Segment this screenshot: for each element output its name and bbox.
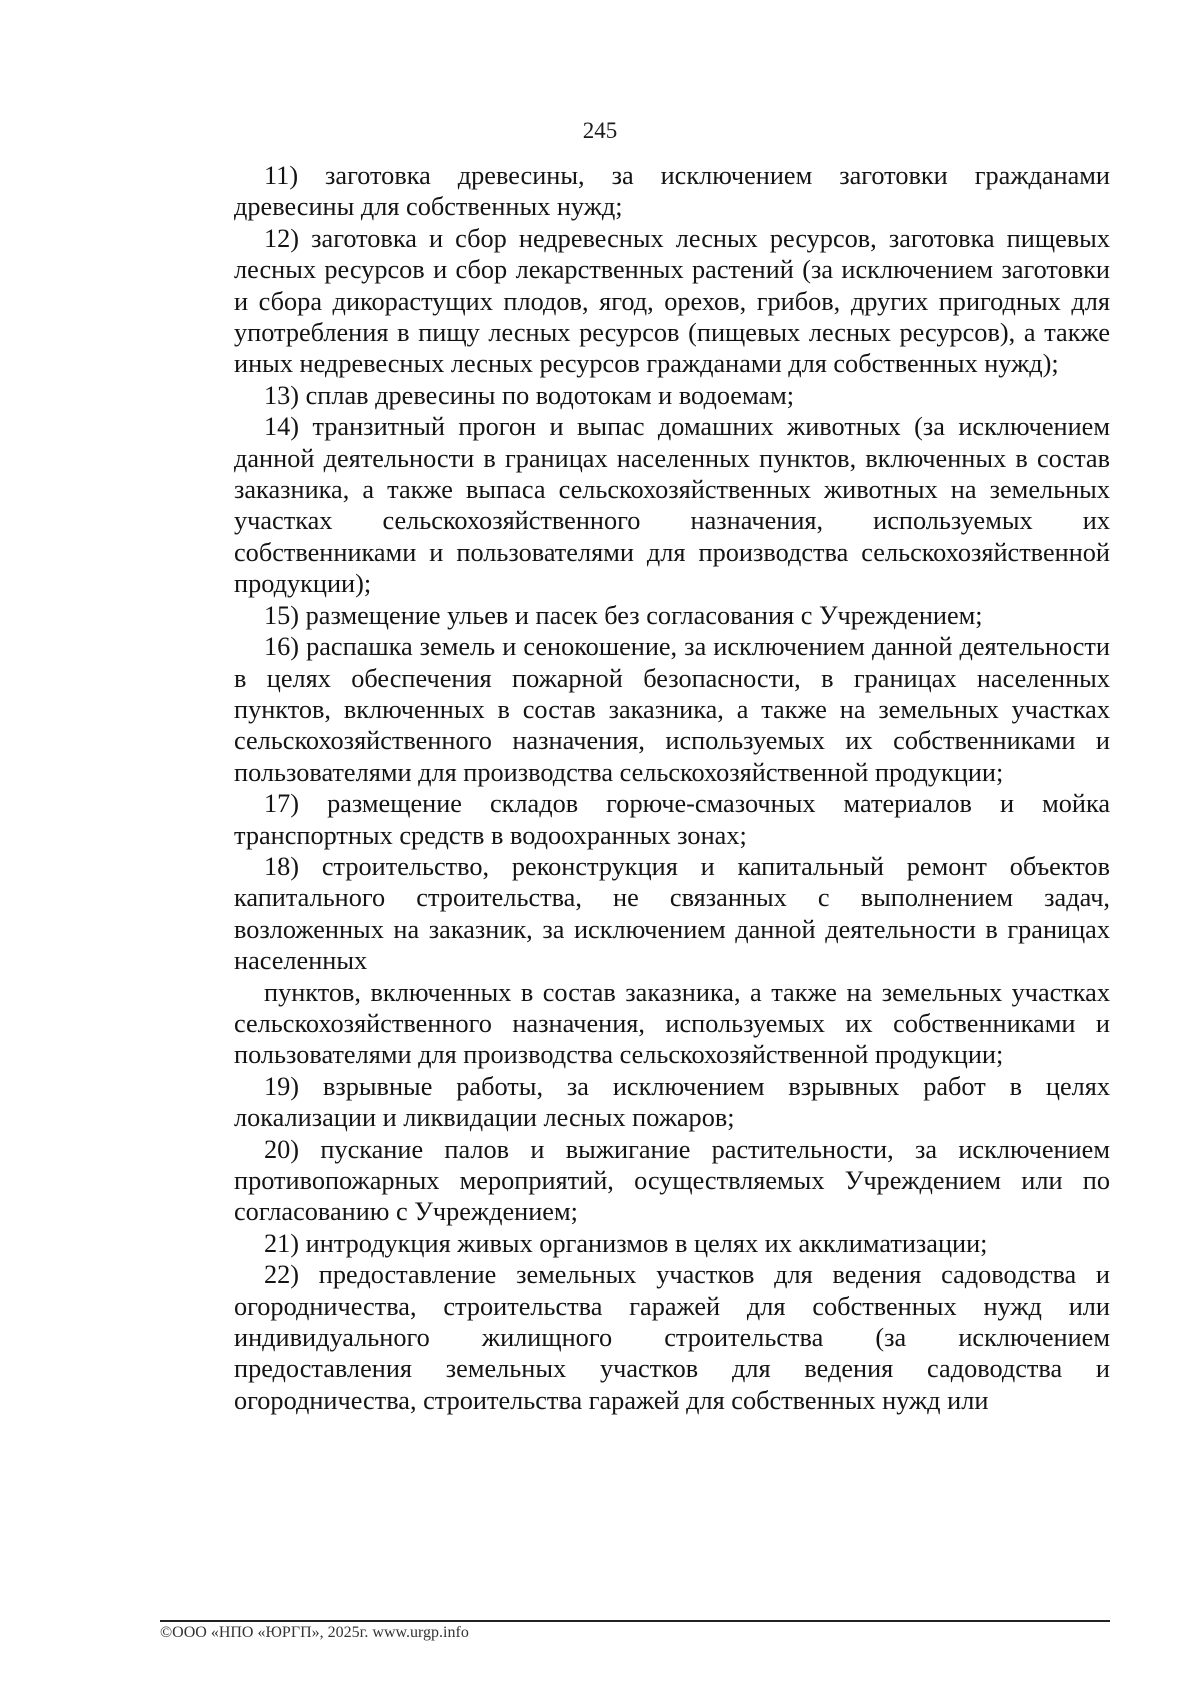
paragraph-item-17: 17) размещение складов горюче-смазочных материалов и мойка транспортных средств в водоохранных зонах; [234,789,1110,850]
footer-divider [160,1620,1110,1622]
paragraph-item-15: 15) размещение ульев и пасек без согласования с Учреждением; [264,600,983,630]
paragraph-item-18: 18) строительство, реконструкция и капитальный ремонт объектов капитального строительства, не связанных с выполнением задач, возложенных на заказник, за исключением данной деятельности в границах населенных [234,851,1110,976]
paragraph-item-16: 16) распашка земель и сенокошение, за исключением данной деятельности в целях обеспечения пожарной безопасности, в границах населенных пунктов, включенных в состав заказника, а также на земельных участках сельскохозяйственного назначения, используемых их собственниками и пользователями для производства сельскохозяйственной продукции; [234,632,1110,787]
paragraph-item-18-continued: пунктов, включенных в состав заказника, а также на земельных участках сельскохозяйственного назначения, используемых их собственниками и пользователями для производства сельскохозяйственной продукции; [234,977,1110,1070]
paragraph-item-13: 13) сплав древесины по водотокам и водоемам; [264,380,795,410]
page-number: 245 [582,118,618,143]
footer-copyright: ©ООО «НПО «ЮРГП», 2025г. www.urgp.info [160,1624,469,1641]
paragraph-item-19: 19) взрывные работы, за исключением взрывных работ в целях локализации и ликвидации лесных пожаров; [234,1071,1110,1133]
paragraph-item-12: 12) заготовка и сбор недревесных лесных ресурсов, заготовка пищевых лесных ресурсов и сбор лекарственных растений (за исключением заготовки и сбора дикорастущих плодов, ягод, орехов, грибов, других пригодных для употребления в пищу лесных ресурсов (пищевых лесных ресурсов), а также иных недревесных лесных ресурсов гражданами для собственных нужд); [234,223,1110,379]
paragraph-item-21: 21) интродукция живых организмов в целях их акклиматизации; [264,1228,988,1258]
paragraph-item-11: 11) заготовка древесины, за исключением заготовки гражданами древесины для собственных нужд; [234,161,1110,222]
paragraph-item-20: 20) пускание палов и выжигание растительности, за исключением противопожарных мероприятий, осуществляемых Учреждением или по согласованию с Учреждением; [234,1134,1110,1227]
paragraph-item-22: 22) предоставление земельных участков для ведения садоводства и огородничества, строительства гаражей для собственных нужд или индивидуального жилищного строительства (за исключением предоставления земельных участков для ведения садоводства и огородничества, строительства гаражей для собственных нужд или [234,1260,1110,1415]
paragraph-item-14: 14) транзитный прогон и выпас домашних животных (за исключением данной деятельности в границах населенных пунктов, включенных в состав заказника, а также выпаса сельскохозяйственных животных на земельных участках сельскохозяйственного назначения, используемых их собственниками и пользователями для производства сельскохозяйственной продукции); [234,412,1110,599]
document-body [234,160,1110,1416]
